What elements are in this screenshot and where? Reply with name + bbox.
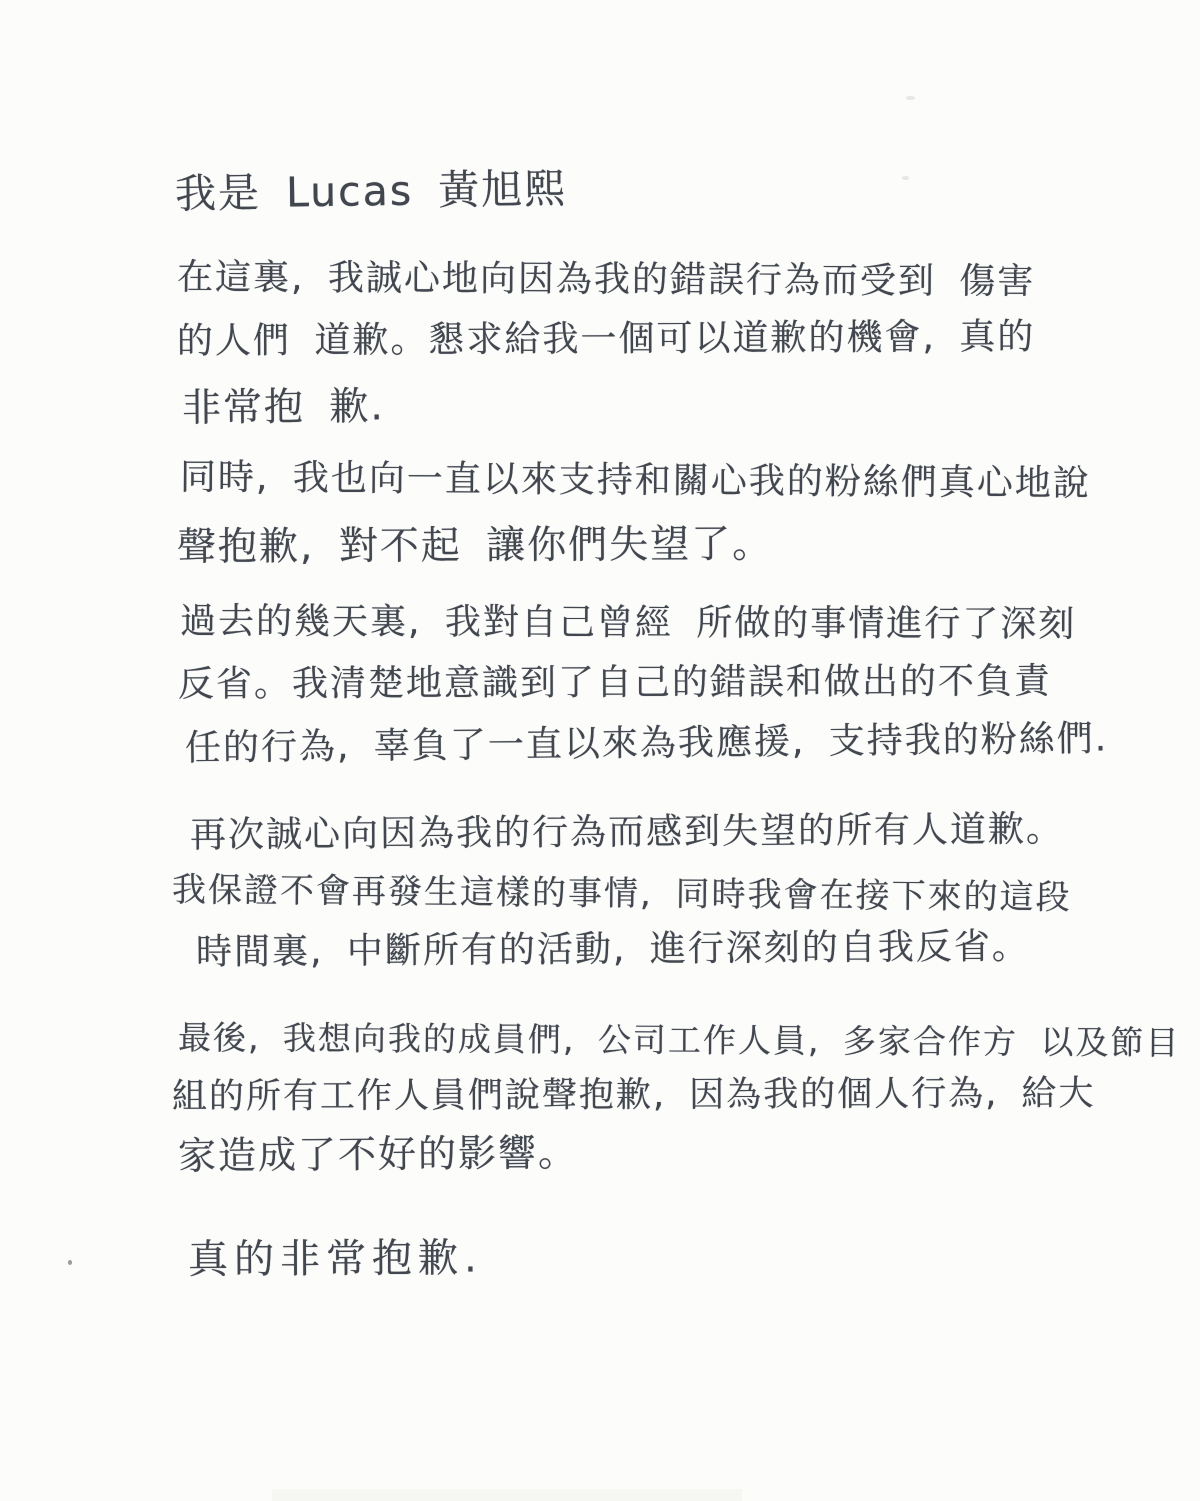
letter-line-12: 時間裏, 中斷所有的活動, 進行深刻的自我反省。	[195, 926, 1030, 973]
letter-line-6: 聲抱歉, 對不起 讓你們失望了。	[176, 521, 774, 570]
paper-speck	[68, 1260, 72, 1265]
letter-line-intro: 我是 Lucas 黃旭熙	[174, 164, 568, 218]
letter-line-7: 過去的幾天裏, 我對自己曾經 所做的事情進行了深刻	[179, 601, 1077, 646]
letter-line-13: 最後, 我想向我的成員們, 公司工作人員, 多家合作方 以及節目	[177, 1018, 1181, 1063]
paper-smudge	[902, 176, 909, 180]
letter-line-5: 同時, 我也向一直以來支持和關心我的粉絲們真心地說	[179, 457, 1092, 505]
letter-line-closing: 真的非常抱歉.	[187, 1235, 483, 1283]
letter-line-11: 我保證不會再發生這樣的事情, 同時我會在接下來的這段	[171, 870, 1072, 918]
letter-line-2: 在這裏, 我誠心地向因為我的錯誤行為而受到 傷害	[176, 257, 1036, 303]
scan-artifact-bar	[272, 1489, 742, 1501]
letter-line-8: 反省。我清楚地意識到了自己的錯誤和做出的不負責	[177, 660, 1053, 705]
paper-smudge	[906, 96, 915, 100]
letter-line-3: 的人們 道歉。懇求給我一個可以道歉的機會, 真的	[176, 316, 1036, 362]
letter-line-10: 再次誠心向因為我的行為而感到失望的所有人道歉。	[189, 808, 1065, 856]
letter-line-15: 家造成了不好的影響。	[177, 1130, 579, 1178]
letter-line-14: 組的所有工作人員們說聲抱歉, 因為我的個人行為, 給大	[171, 1073, 1096, 1117]
letter-line-4: 非常抱 歉.	[181, 384, 385, 431]
letter-line-9: 任的行為, 辜負了一直以來為我應援, 支持我的粉絲們.	[184, 718, 1109, 769]
